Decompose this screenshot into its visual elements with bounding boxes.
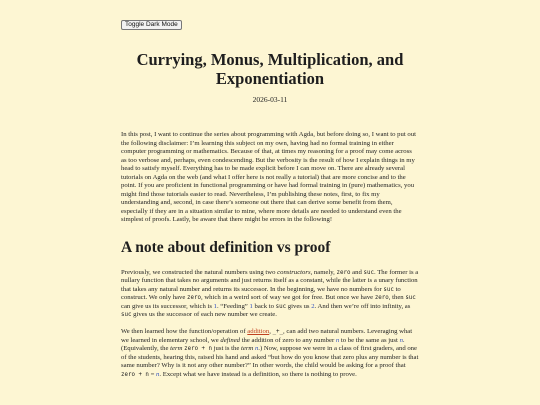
text: . (Equivalently, the	[121, 336, 405, 352]
text: gives us the successor of each new number we create.	[131, 311, 277, 318]
math-number: 2	[311, 302, 315, 310]
text: the addition of zero to any number	[240, 336, 336, 344]
toggle-dark-mode-button[interactable]: Toggle Dark Mode	[121, 20, 182, 30]
inline-code: _+_	[272, 329, 284, 335]
text: ,	[269, 328, 273, 335]
text: , can add two natural numbers. Leveraging what we learned in elementary school, we	[121, 328, 413, 344]
math-variable: n	[399, 336, 403, 344]
text: to be the same as just	[339, 336, 400, 344]
inline-code: suc	[121, 312, 132, 318]
inline-code: suc	[405, 295, 416, 301]
post-content	[121, 131, 419, 388]
text: We then learned how the function/operation of	[121, 328, 248, 335]
text: gives us	[286, 302, 312, 310]
inline-code: zero	[187, 295, 201, 301]
text: just is the	[212, 345, 241, 352]
inline-code: zero	[374, 295, 389, 301]
inline-code: zero	[336, 269, 351, 276]
text: to construct. We only have	[121, 285, 401, 301]
emphasis: term	[170, 345, 183, 352]
post-title: Currying, Monus, Multiplication, and Exponentiation	[136, 50, 404, 88]
text: . “Feeding”	[216, 302, 250, 310]
math-variable: n	[254, 345, 259, 352]
text: can give us its successor, which is	[121, 302, 214, 310]
text: =	[148, 370, 157, 378]
paragraph-definition	[121, 269, 419, 320]
intro-paragraph: In this post, I want to continue the series about programming with Agda, but before doing so, I want to put out the following disclaimer: I’m learning this subject on my own, having had no formal training in either computer programming or mathematics. Because of that, at times my reasoning for a proof may come across as too verbose and, perhaps, even condescending. But the verbosity is the result of how I explain things in my head to satisfy myself. Everything has to be made explicit before I can move on. There are already several tutorials on Agda on the web (and what I offer here is not really a tutorial) that are more concise and to the point. If you are proficient in functional programming or have had formal training in (pure) mathematics, you might find those tutorials easier to read. Nevertheless, I’m publishing these notes, first, to fix my understanding and, second, in case there’s someone out there that can derive some benefit from them, especially if they are in a situation similar to mine, where more details are needed to understand even the simplest of proofs. Lastly, be aware that there might be errors in the following!	[121, 131, 416, 223]
text: , namely,	[310, 268, 337, 276]
inline-code: zero + n	[184, 346, 213, 352]
math-variable: n	[156, 370, 160, 378]
text: , which in a weird sort of way we got for free. But once we have	[200, 294, 375, 301]
text: . And then we’re off into infinity, as	[314, 302, 411, 310]
inline-code: suc	[383, 286, 394, 293]
paragraph-addition	[121, 328, 419, 379]
emphasis: term	[241, 345, 254, 352]
post-date: 2026-03-11	[252, 95, 288, 104]
math-variable: n	[335, 336, 340, 344]
text: and	[350, 268, 364, 276]
math-number: 1	[249, 302, 253, 310]
inline-code: suc	[275, 303, 287, 310]
text: .) Now, suppose we were in a class of first graders, and one of the students, hearing this, raised his hand and asked “but how do you know that zero plus any number is that same number? Why is it not any other number?” In other words, the child would be asking for a proof that	[121, 345, 419, 369]
inline-code: zero + n	[121, 371, 149, 378]
math-number: 1	[213, 302, 217, 310]
text: . The former is a nullary function that takes no arguments and just returns itself as a constant, while the latter is a unary function that takes any natural number and returns its successor. In the beginning, we have no numbers for	[121, 268, 419, 293]
inline-code: suc	[363, 269, 374, 276]
section-heading: A note about definition vs proof	[121, 238, 331, 256]
text: , then	[388, 294, 406, 301]
emphasis: constructors	[277, 268, 311, 276]
text: . Except what we have instead is a definition, so there is nothing to prove.	[159, 370, 357, 378]
emphasis: defined	[220, 336, 241, 344]
addition-link[interactable]: addition	[247, 328, 270, 335]
text: back to	[252, 302, 276, 310]
text: Previously, we constructed the natural numbers using two	[121, 268, 278, 276]
